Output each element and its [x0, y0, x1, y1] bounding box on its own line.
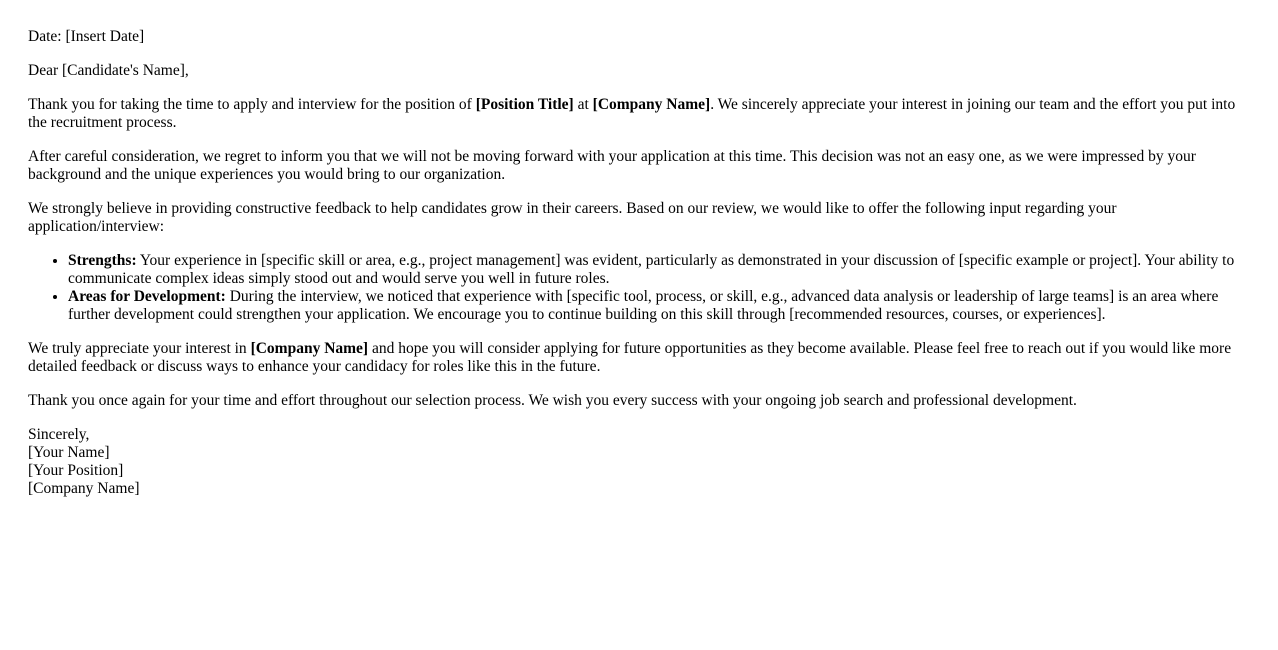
- future-paragraph: [28, 340, 1250, 376]
- future-text-end: and hope you will consider applying for future opportunities as they become available. Please feel free to reach out if you would like more detailed feedback or discuss ways to enhance your candidacy for roles like this in the future.: [28, 340, 1232, 375]
- development-label: Areas for Development:: [68, 288, 226, 305]
- list-item-development: [68, 288, 1250, 324]
- intro-text: Thank you for taking the time to apply and interview for the position of: [28, 96, 476, 113]
- feedback-list: [28, 252, 1250, 324]
- company-name: [Company Name]: [592, 96, 711, 113]
- company-name-2: [Company Name]: [250, 340, 369, 357]
- list-item-strengths: [68, 252, 1250, 288]
- thanks-paragraph: Thank you once again for your time and effort throughout our selection process. We wish you every success with your ongoing job search and professional development.: [28, 392, 1077, 409]
- decision-paragraph: After careful consideration, we regret to inform you that we will not be moving forward with your application at this time. This decision was not an easy one, as we were impressed by your background and the unique experiences you would bring to our organization.: [28, 148, 1196, 183]
- salutation: Dear [Candidate's Name],: [28, 62, 189, 79]
- strengths-label: Strengths:: [68, 252, 137, 269]
- development-text: During the interview, we noticed that experience with [specific tool, process, or skill, e.g., advanced data analysis or leadership of large teams] is an area where further development could strengthen your application. We encourage you to continue building on this skill through [recommended resources, courses, or experiences].: [68, 288, 1219, 323]
- signer-position: [Your Position]: [28, 462, 124, 479]
- closing-block: [28, 426, 1250, 498]
- intro-at: at: [573, 96, 593, 113]
- sign-off: Sincerely,: [28, 426, 90, 443]
- letter-body: [28, 28, 1250, 514]
- intro-paragraph: [28, 96, 1250, 132]
- future-text: We truly appreciate your interest in: [28, 340, 251, 357]
- feedback-intro-paragraph: We strongly believe in providing constructive feedback to help candidates grow in their careers. Based on our review, we would like to offer the following input regarding your application/interview:: [28, 200, 1117, 235]
- signer-company: [Company Name]: [28, 480, 140, 497]
- intro-text-end: . We sincerely appreciate your interest in joining our team and the effort you put into the recruitment process.: [28, 96, 1236, 131]
- date-line: Date: [Insert Date]: [28, 28, 145, 45]
- signer-name: [Your Name]: [28, 444, 110, 461]
- position-title: [Position Title]: [475, 96, 574, 113]
- strengths-text: Your experience in [specific skill or area, e.g., project management] was evident, particularly as demonstrated in your discussion of [specific example or project]. Your ability to communicate complex ideas simply stood out and would serve you well in future roles.: [68, 252, 1235, 287]
